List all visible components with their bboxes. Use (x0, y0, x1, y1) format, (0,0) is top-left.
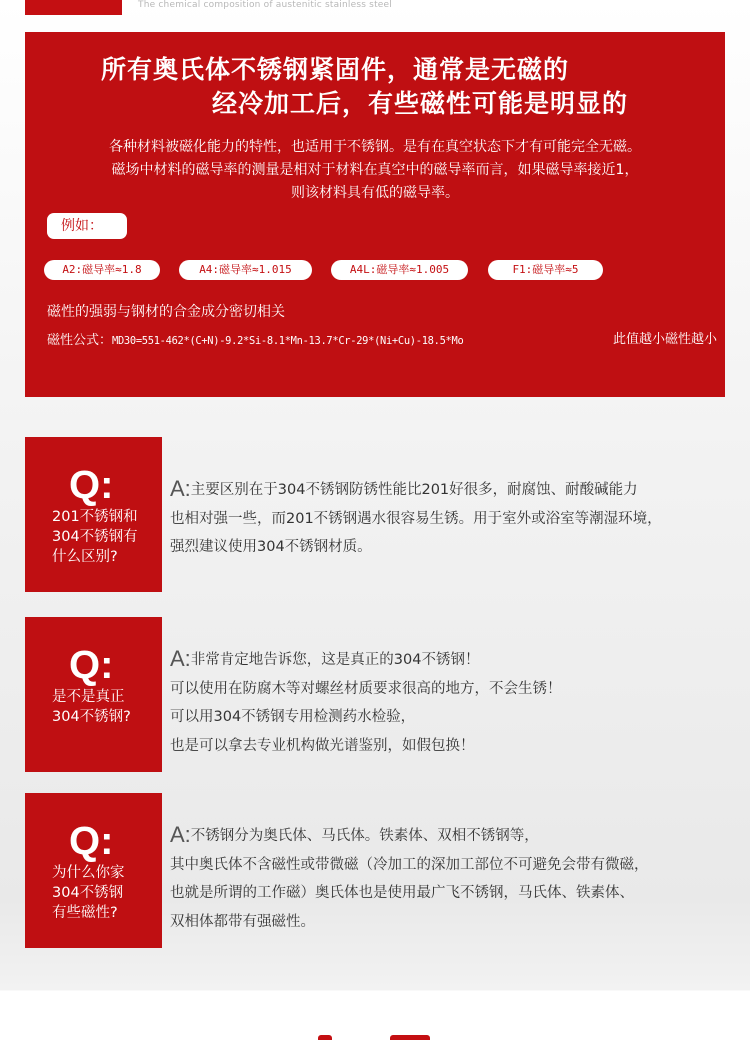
answer-prefix: A: (170, 822, 191, 847)
permeability-badge-a4: A4:磁导率≈1.015 (179, 260, 312, 280)
formula-note: 此值越小磁性越小 (612, 332, 717, 347)
panel-paragraph-line: 则该材料具有低的磁导率。 (291, 185, 459, 201)
answer-prefix: A: (170, 646, 191, 671)
section-caption: The chemical composition of austenitic stainless steel (138, 0, 392, 10)
question-mark: Q: (69, 643, 114, 687)
answer-text (170, 821, 730, 936)
next-section (0, 991, 750, 1040)
answer-prefix: A: (170, 476, 191, 501)
answer-line: 强烈建议使用304不锈钢材质。 (170, 539, 372, 555)
answer-line: 其中奥氏体不含磁性或带微磁（冷加工的深加工部位不可避免会带有微磁， (170, 856, 649, 873)
question-text (52, 507, 157, 567)
answer-line (170, 645, 730, 675)
answer-line: 可以用304不锈钢专用检测药水检验， (170, 709, 416, 725)
answer-line: 可以使用在防腐木等对螺丝材质要求很高的地方，不会生锈！ (170, 680, 562, 697)
panel-title-line-2: 经冷加工后，有些磁性可能是明显的 (211, 89, 628, 118)
permeability-badge-f1: F1:磁导率≈5 (488, 260, 603, 280)
magnetism-panel (25, 32, 725, 397)
answer-line (170, 475, 730, 505)
answer-line-text: 不锈钢分为奥氏体、马氏体。铁素体、双相不锈钢等， (190, 828, 539, 844)
permeability-badge-a2: A2:磁导率≈1.8 (44, 260, 160, 280)
answer-line: 也就是所谓的工作磁）奥氏体也是使用最广飞不锈钢，马氏体、铁素体、 (170, 885, 634, 901)
magnetism-formula-row (47, 330, 717, 351)
top-strip (0, 0, 750, 20)
question-line: 什么区别? (52, 549, 118, 565)
answer-line: 也是可以拿去专业机构做光谱鉴别，如假包换！ (170, 737, 475, 754)
answer-text (170, 475, 730, 562)
magnetism-relation-note: 磁性的强弱与钢材的合金成分密切相关 (47, 304, 285, 320)
permeability-badge-a4l: A4L:磁导率≈1.005 (331, 260, 468, 280)
answer-line-text: 主要区别在于304不锈钢防锈性能比201好很多，耐腐蚀、耐酸碱能力 (190, 482, 638, 498)
answer-line-text: 非常肯定地告诉您，这是真正的304不锈钢！ (190, 652, 480, 668)
answer-line (170, 821, 730, 851)
qa-block (25, 793, 725, 948)
answer-line: 也相对强一些，而201不锈钢遇水很容易生锈。用于室外或浴室等潮湿环境， (170, 510, 662, 527)
answer-line: 双相体都带有强磁性。 (170, 913, 315, 930)
question-text (52, 863, 157, 923)
next-section-accent (318, 1035, 332, 1040)
panel-title-line-1: 所有奥氏体不锈钢紧固件，通常是无磁的 (100, 55, 569, 84)
question-line: 304不锈钢? (52, 709, 131, 725)
panel-paragraph-line: 磁场中材料的磁导率的测量是相对于材料在真空中的磁导率而言，如果磁导率接近1， (111, 162, 639, 178)
panel-paragraph-line: 各种材料被磁化能力的特性，也适用于不锈钢。是有在真空状态下才有可能完全无磁。 (109, 139, 641, 155)
question-line: 为什么你家 (52, 865, 125, 881)
question-box (25, 793, 162, 948)
section-tab (25, 0, 122, 15)
next-section-accent (390, 1035, 430, 1040)
question-text (52, 687, 157, 727)
question-line: 201不锈钢和 (52, 509, 138, 525)
question-line: 304不锈钢有 (52, 529, 138, 545)
formula-label: 磁性公式： (47, 333, 113, 348)
question-line: 是不是真正 (52, 689, 125, 705)
question-line: 304不锈钢 (52, 885, 124, 901)
qa-block (25, 617, 725, 772)
question-line: 有些磁性? (52, 905, 118, 921)
qa-block (25, 437, 725, 592)
formula-text: MD30=551-462*(C+N)-9.2*Si-8.1*Mn-13.7*Cr-29*(Ni+Cu)-18.5*Mo (112, 335, 464, 347)
question-mark: Q: (69, 463, 114, 507)
question-box (25, 617, 162, 772)
question-box (25, 437, 162, 592)
question-mark: Q: (69, 819, 114, 863)
example-label: 例如： (47, 213, 127, 239)
answer-text (170, 645, 730, 760)
